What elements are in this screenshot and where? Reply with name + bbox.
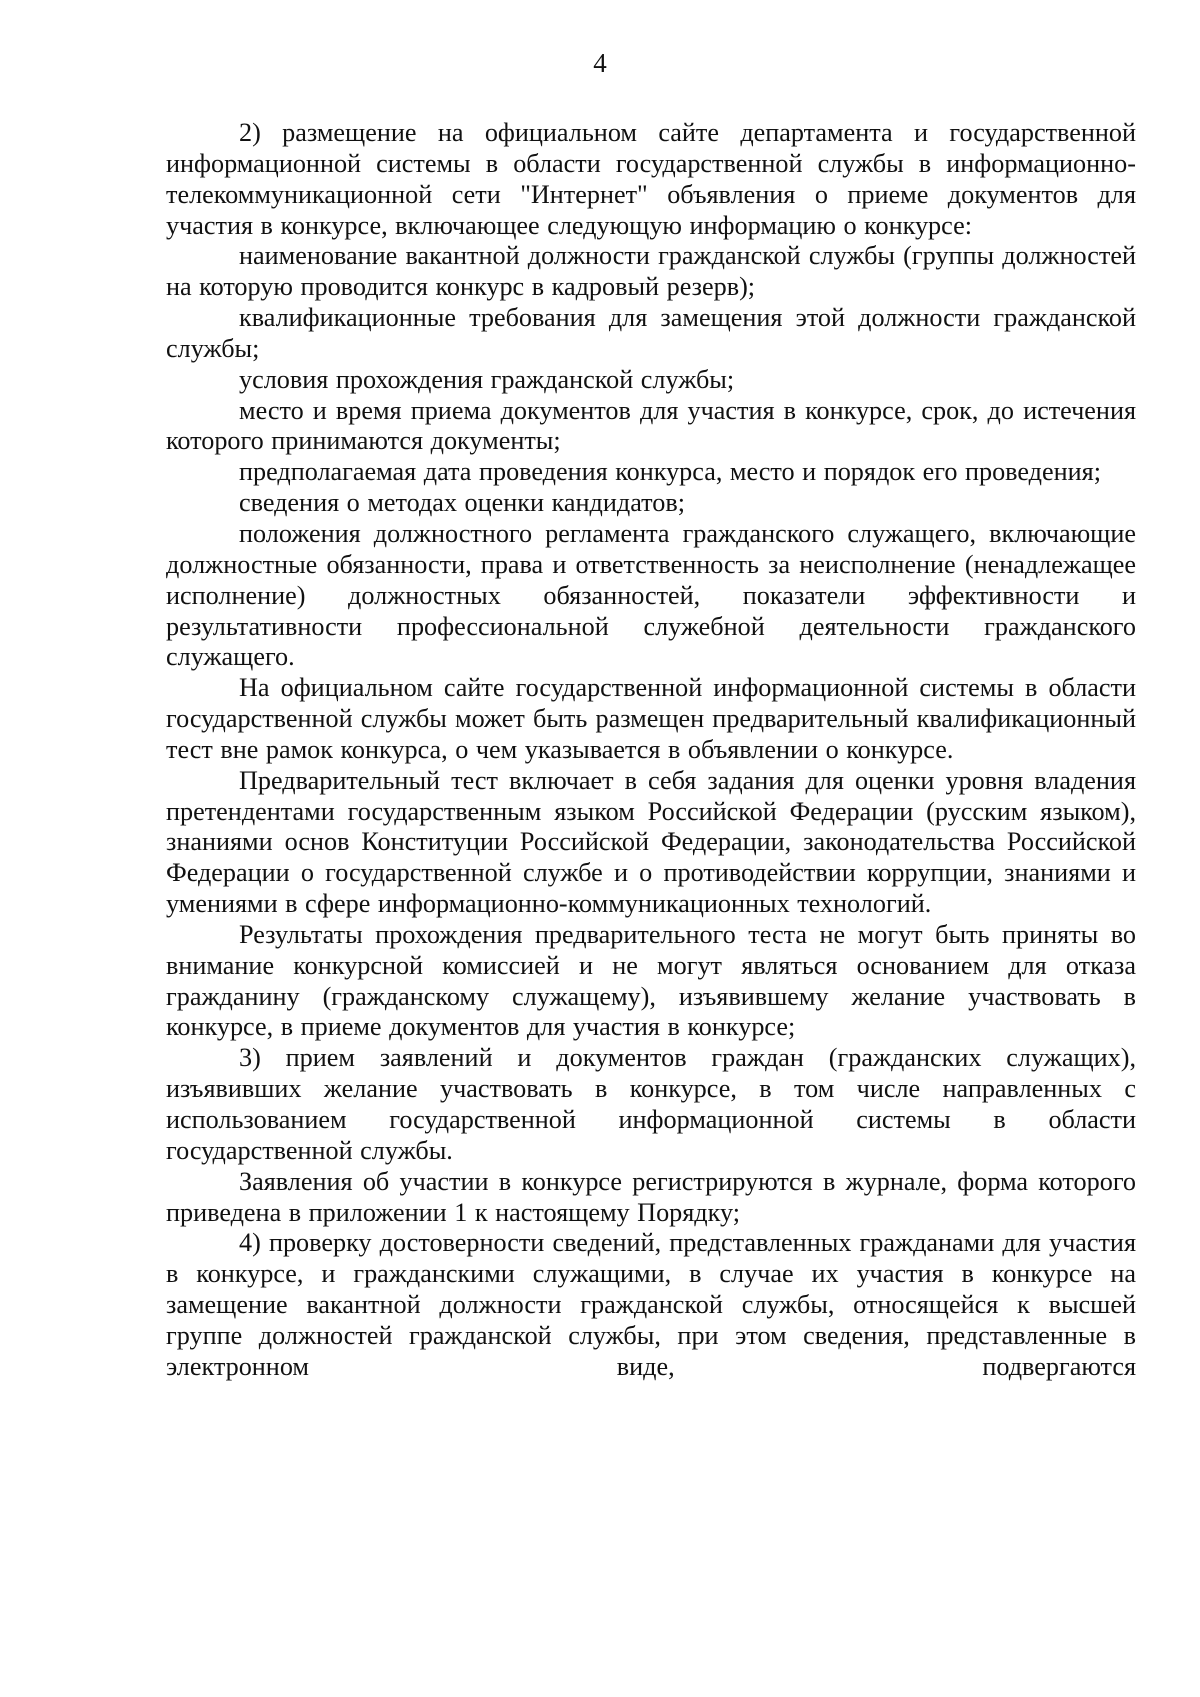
document-body bbox=[166, 118, 1136, 1383]
paragraph-preliminary-test-content: Предварительный тест включает в себя задания для оценки уровня владения претендентами государственным языком Российской Федерации (русским языком), знаниями основ Конституции Российской Федерации, законодательства Российской Федерации о государственной службе и о противодействии коррупции, знаниями и умениями в сфере информационно-коммуникационных технологий. bbox=[166, 765, 1136, 919]
paragraph-test-results: Результаты прохождения предварительного теста не могут быть приняты во внимание конкурсной комиссией и не могут являться основанием для отказа гражданину (гражданскому служащему), изъявившему желание участвовать в конкурсе, в приеме документов для участия в конкурсе; bbox=[166, 919, 1136, 1042]
paragraph-contest-date: предполагаемая дата проведения конкурса, место и порядок его проведения; bbox=[239, 457, 1101, 487]
paragraph-qualification-requirements: квалификационные требования для замещения этой должности гражданской службы; bbox=[166, 303, 1136, 363]
paragraph-item-2-announcement: 2) размещение на официальном сайте департамента и государственной информационной системы в области государственной службы в информационно-телекоммуникационной сети "Интернет" объявления о приеме документов для участия в конкурсе, включающее следующую информацию о конкурсе: bbox=[166, 118, 1136, 240]
paragraph-service-conditions: условия прохождения гражданской службы; bbox=[239, 364, 735, 394]
paragraph-document-acceptance: место и время приема документов для участия в конкурсе, срок, до истечения которого принимаются документы; bbox=[166, 395, 1136, 456]
page-number: 4 bbox=[593, 48, 607, 78]
paragraph-position-name: наименование вакантной должности гражданской службы (группы должностей на которую проводится конкурс в кадровый резерв); bbox=[166, 241, 1136, 302]
paragraph-job-regulations: положения должностного регламента гражданского служащего, включающие должностные обязанности, права и ответственность за неисполнение (ненадлежащее исполнение) должностных обязанностей, показатели эффективности и результативности профессиональной служебной деятельности гражданского служащего. bbox=[166, 518, 1136, 672]
paragraph-item-4-verification: 4) проверку достоверности сведений, представленных гражданами для участия в конкурсе, и гражданскими служащими, в случае их участия в конкурсе на замещение вакантной должности гражданской службы, относящейся к высшей группе должностей гражданской службы, при этом сведения, представленные в электронном виде, подвергаются bbox=[166, 1228, 1136, 1381]
paragraph-assessment-methods: сведения о методах оценки кандидатов; bbox=[239, 488, 685, 518]
paragraph-application-journal: Заявления об участии в конкурсе регистрируются в журнале, форма которого приведена в приложении 1 к настоящему Порядку; bbox=[166, 1166, 1136, 1227]
paragraph-item-3-applications: 3) прием заявлений и документов граждан (гражданских служащих), изъявивших желание участвовать в конкурсе, в том числе направленных с использованием государственной информационной системы в области государственной службы. bbox=[166, 1043, 1136, 1165]
paragraph-preliminary-test-site: На официальном сайте государственной информационной системы в области государственной службы может быть размещен предварительный квалификационный тест вне рамок конкурса, о чем указывается в объявлении о конкурсе. bbox=[166, 673, 1136, 764]
